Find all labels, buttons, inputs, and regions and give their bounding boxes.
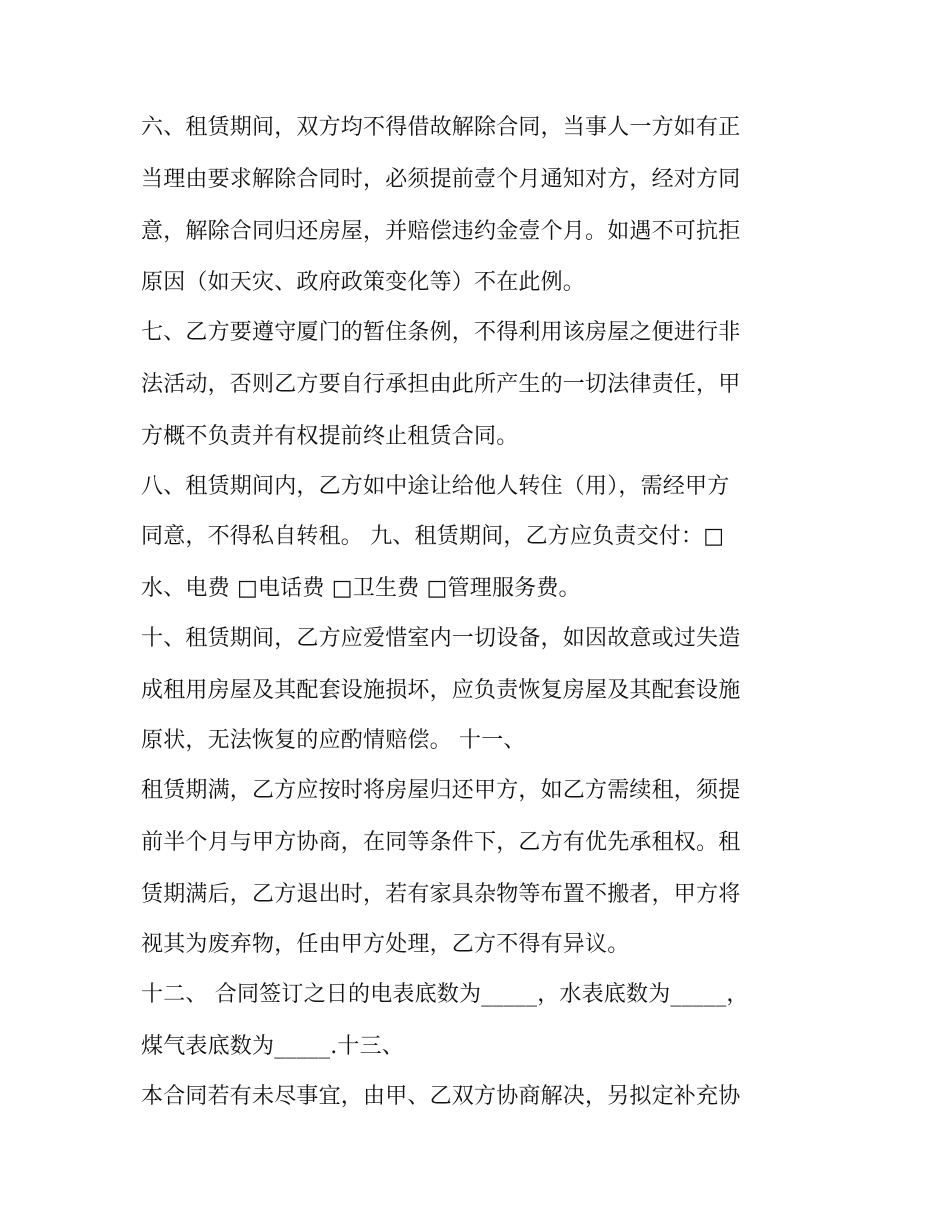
text-line: 水、电费 □电话费 □卫生费 □管理服务费。 [141,576,581,601]
text-line: 六、租赁期间，双方均不得借故解除合同，当事人一方如有正 [141,115,741,140]
text-line: 本合同若有未尽事宜，由甲、乙双方协商解决，另拟定补充协 [141,1084,741,1109]
text-line: 方概不负责并有权提前终止租赁合同。 [141,424,519,449]
text-line: 七、乙方要遵守厦门的暂住条例，不得利用该房屋之便进行非 [141,320,741,345]
text-line: 同意，不得私自转租。 九、租赁期间，乙方应负责交付：□ [141,524,725,549]
text-line: 八、租赁期间内，乙方如中途让给他人转住（用），需经甲方 [141,474,730,499]
text-line: 前半个月与甲方协商，在同等条件下，乙方有优先承租权。租 [141,830,741,855]
text-line: 当理由要求解除合同时，必须提前壹个月通知对方，经对方同 [141,167,741,192]
text-line: 原状，无法恢复的应酌情赔偿。 十一、 [141,728,526,753]
text-line: 视其为废弃物，任由甲方处理，乙方不得有异议。 [141,932,630,957]
text-line: 租赁期满，乙方应按时将房屋归还甲方，如乙方需续租，须提 [141,778,741,803]
text-line: 意，解除合同归还房屋，并赔偿违约金壹个月。如遇不可抗拒 [141,219,741,244]
text-line: 十、租赁期间，乙方应爱惜室内一切设备，如因故意或过失造 [141,626,741,651]
text-line: 原因（如天灾、政府政策变化等）不在此例。 [141,270,586,295]
text-line: 赁期满后，乙方退出时，若有家具杂物等布置不搬者，甲方将 [141,882,741,907]
text-line: 煤气表底数为_____.十三、 [141,1034,404,1059]
text-line: 成租用房屋及其配套设施损坏，应负责恢复房屋及其配套设施 [141,678,741,703]
text-line: 法活动，否则乙方要自行承担由此所产生的一切法律责任，甲 [141,372,741,397]
text-line: 十二、 合同签订之日的电表底数为_____，水表底数为_____， [141,982,749,1007]
